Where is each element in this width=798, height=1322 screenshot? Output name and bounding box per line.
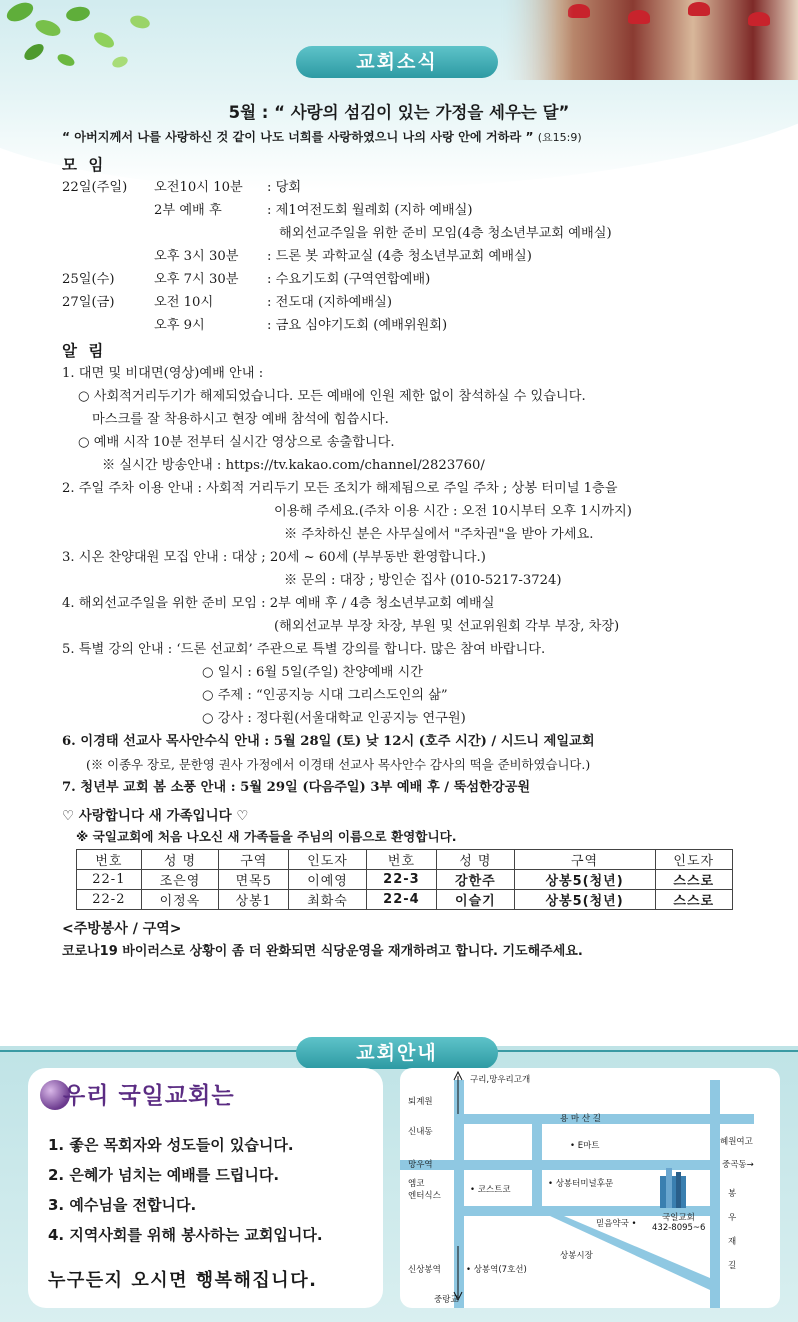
bible-verse [62, 128, 782, 145]
kitchen-text: 코로나19 바이러스로 상황이 좀 더 완화되면 식당운영을 재개하려고 합니다. 기도해주세요. [62, 944, 583, 959]
notice-line: (※ 이종우 장로, 문한영 권사 가정에서 이경태 선교사 목사안수 감사의 떡을 준비하였습니다.) [86, 757, 591, 772]
svg-text:중랑교: 중랑교 [434, 1295, 459, 1305]
notice-line: ○ 일시 : 6월 5일(주일) 찬양예배 시간 [202, 665, 424, 680]
notice-line: ○ 주제 : “인공지능 시대 그리스도인의 삶” [202, 688, 448, 703]
col-header: 성 명 [437, 850, 514, 870]
notice-line: ※ 주차하신 분은 사무실에서 "주차권"을 받아 가세요. [284, 527, 594, 542]
meeting-row: 오후 3시 30분 : 드론 봇 과학교실 (4층 청소년부교회 예배실) [154, 249, 532, 264]
notice-line: 3. 시온 찬양대원 모집 안내 : 대상 ; 20세 ~ 60세 (부부동반 환영합니다.) [62, 550, 486, 565]
svg-text:국일교회: 국일교회 [662, 1213, 695, 1223]
church-guide-banner: 교회안내 [296, 1037, 498, 1069]
verse-text: “ 아버지께서 나를 사랑하신 것 같이 나도 너희를 사랑하였으니 나의 사랑 안에 거하라 ” [62, 130, 534, 144]
church-intro-title: 우리 국일교회는 [40, 1077, 235, 1110]
svg-text:• E마트: • E마트 [570, 1141, 600, 1151]
table-header-row [77, 850, 733, 870]
meetings-heading: 모 임 [62, 156, 107, 174]
svg-text:봉: 봉 [728, 1189, 737, 1199]
welcome-text: 누구든지 오시면 행복해집니다. [48, 1270, 318, 1291]
svg-text:중곡동→: 중곡동→ [722, 1160, 754, 1170]
col-header: 구역 [219, 850, 289, 870]
new-family-table [76, 849, 733, 910]
svg-text:• 코스트코: • 코스트코 [470, 1185, 511, 1195]
svg-text:길: 길 [728, 1261, 737, 1271]
notice-line: 7. 청년부 교회 봄 소풍 안내 : 5월 29일 (다음주일) 3부 예배 후 / 뚝섬한강공원 [62, 780, 531, 795]
church-building-icon [660, 1168, 686, 1208]
notice-line: ○ 사회적거리두기가 해제되었습니다. 모든 예배에 인원 제한 없이 참석하실 수 있습니다. [78, 389, 586, 404]
svg-text:432-8095~6: 432-8095~6 [652, 1223, 706, 1233]
location-map [400, 1068, 780, 1308]
kitchen-title: <주방봉사 / 구역> [62, 921, 182, 937]
col-header: 인도자 [289, 850, 366, 870]
col-header: 인도자 [655, 850, 732, 870]
meeting-row: 22일(주일) 오전10시 10분 : 당회 [62, 180, 302, 195]
svg-text:믿음약국 •: 믿음약국 • [596, 1219, 637, 1229]
svg-text:구리,망우리고개: 구리,망우리고개 [470, 1075, 531, 1085]
meeting-row: 27일(금) 오전 10시 : 전도대 (지하예배실) [62, 295, 393, 310]
notice-line: 마스크를 잘 착용하시고 현장 예배 참석에 힘씁시다. [92, 412, 389, 427]
svg-text:엔터식스: 엔터식스 [408, 1191, 441, 1201]
notice-line: ※ 실시간 방송안내 : https://tv.kakao.com/channel/2823760/ [102, 458, 485, 473]
svg-text:망우역: 망우역 [408, 1160, 433, 1170]
choir-photo [498, 0, 798, 80]
meeting-row: 오후 9시 : 금요 심야기도회 (예배위원회) [154, 318, 448, 333]
svg-text:용 마 산 길: 용 마 산 길 [560, 1114, 601, 1124]
notice-line: 4. 해외선교주일을 위한 준비 모임 : 2부 예배 후 / 4층 청소년부교회 예배실 [62, 596, 495, 611]
month-theme: 5월 : “ 사랑의 섬김이 있는 가정을 세우는 달” [228, 103, 570, 122]
table-row: 22-2 이정옥 상봉1 최화숙 22-4 이슬기 상봉5(청년) 스스로 [77, 890, 733, 910]
new-family-title: ♡ 사랑합니다 새 가족입니다 ♡ [62, 808, 249, 824]
meeting-row: 2부 예배 후 : 제1여전도회 월례회 (지하 예배실) [154, 203, 473, 218]
notice-line: 5. 특별 강의 안내 : ‘드론 선교회’ 주관으로 특별 강의를 합니다. 많은 참여 바랍니다. [62, 642, 546, 657]
svg-text:재: 재 [728, 1237, 737, 1247]
svg-text:혜원여고: 혜원여고 [720, 1137, 753, 1147]
svg-text:엠코: 엠코 [408, 1179, 425, 1189]
list-item: 3. 예수님을 전합니다. [48, 1196, 197, 1214]
svg-text:신내동: 신내동 [408, 1127, 433, 1137]
list-item: 2. 은혜가 넘치는 예배를 드립니다. [48, 1166, 280, 1184]
church-intro-list [48, 1130, 378, 1250]
road-yongmasan [454, 1114, 754, 1124]
svg-text:• 상봉터미널후문: • 상봉터미널후문 [548, 1179, 614, 1189]
col-header: 번호 [77, 850, 142, 870]
col-header: 구역 [514, 850, 655, 870]
col-header: 번호 [366, 850, 436, 870]
road-bonguje [710, 1080, 720, 1308]
notice-list [62, 362, 762, 799]
table-row: 22-1 조은영 면목5 이예영 22-3 강한주 상봉5(청년) 스스로 [77, 870, 733, 890]
notice-line: 이용해 주세요.(주차 이용 시간 : 오전 10시부터 오후 1시까지) [274, 504, 632, 519]
notice-line: 2. 주일 주차 이용 안내 : 사회적 거리두기 모든 조치가 해제됨으로 주일 주차 ; 상봉 터미널 1층을 [62, 481, 618, 496]
notice-line: ※ 문의 : 대장 ; 방인순 집사 (010-5217-3724) [284, 573, 562, 588]
svg-text:퇴계원: 퇴계원 [408, 1097, 433, 1107]
meeting-row: 25일(수) 오후 7시 30분 : 수요기도회 (구역연합예배) [62, 272, 431, 287]
new-family-note: ※ 국일교회에 처음 나오신 새 가족들을 주님의 이름으로 환영합니다. [76, 829, 457, 844]
notice-line: 1. 대면 및 비대면(영상)예배 안내 : [62, 366, 264, 381]
leaves-decoration [0, 0, 200, 90]
notice-line: (해외선교부 부장 차장, 부원 및 선교위원회 각부 부장, 차장) [274, 619, 620, 634]
verse-reference: (요15:9) [537, 131, 582, 144]
road-middle [532, 1124, 542, 1214]
main-content [62, 154, 762, 964]
notice-line: ○ 강사 : 정다훤(서울대학교 인공지능 연구원) [202, 711, 466, 726]
notice-line: ○ 예배 시작 10분 전부터 실시간 영상으로 송출합니다. [78, 435, 395, 450]
notice-line: 6. 이경태 선교사 목사안수식 안내 : 5월 28일 (토) 낮 12시 (호주 시간) / 시드니 제일교회 [62, 734, 595, 749]
church-news-banner: 교회소식 [296, 46, 498, 78]
svg-text:• 상봉역(7호선): • 상봉역(7호선) [466, 1265, 527, 1275]
notices-heading: 알 림 [62, 342, 107, 360]
list-item: 1. 좋은 목회자와 성도들이 있습니다. [48, 1136, 294, 1154]
col-header: 성 명 [141, 850, 218, 870]
svg-text:신상봉역: 신상봉역 [408, 1265, 441, 1275]
meeting-row: 해외선교주일을 위한 준비 모임(4층 청소년부교회 예배실) [279, 226, 612, 241]
list-item: 4. 지역사회를 위해 봉사하는 교회입니다. [48, 1226, 323, 1244]
svg-text:우: 우 [728, 1213, 737, 1223]
svg-text:상봉시장: 상봉시장 [560, 1251, 593, 1261]
